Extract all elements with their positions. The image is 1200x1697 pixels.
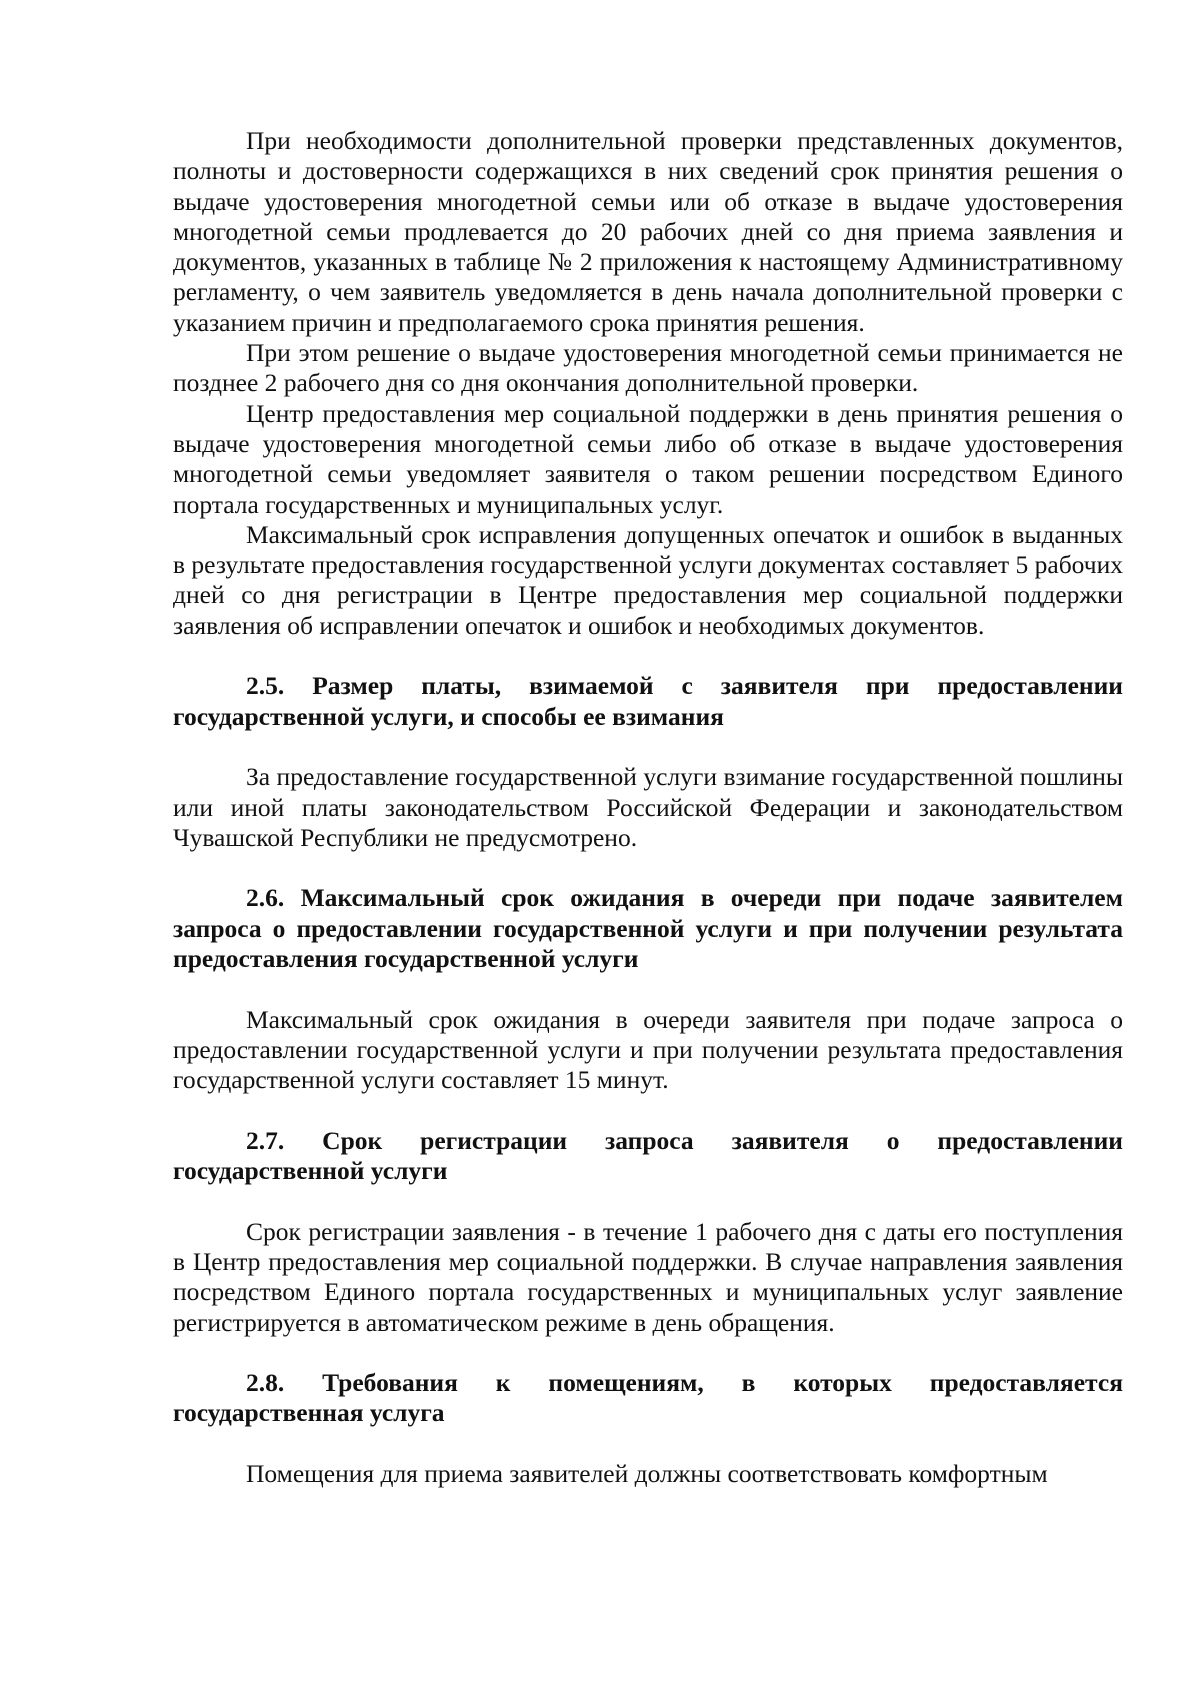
section-text-2-7: Срок регистрации заявления - в течение 1 рабочего дня с даты его поступления в Центр предоставления мер социальной поддержки. В случае направления заявления посредством Единого портала государственных и муниципальных услуг заявление регистрируется в автоматическом режиме в день обращения. [173, 1216, 1123, 1337]
spacer [173, 1186, 1123, 1216]
spacer [173, 1338, 1123, 1368]
section-heading-2-7: 2.7. Срок регистрации запроса заявителя о предоставлении государственной услуги [173, 1125, 1123, 1186]
section-text-2-6: Максимальный срок ожидания в очереди заявителя при подаче запроса о предоставлении государственной услуги и при получении результата предоставления государственной услуги составляет 15 минут. [173, 1004, 1123, 1095]
section-heading-2-6: 2.6. Максимальный срок ожидания в очереди при подаче заявителем запроса о предоставлении государственной услуги и при получении результата предоставления государственной услуги [173, 883, 1123, 974]
paragraph-additional-check: При необходимости дополнительной проверки представленных документов, полноты и достоверности содержащихся в них сведений срок принятия решения о выдаче удостоверения многодетной семьи или об отказе в выдаче удостоверения многодетной семьи продлевается до 20 рабочих дней со дня приема заявления и документов, указанных в таблице № 2 приложения к настоящему Административному регламенту, о чем заявитель уведомляется в день начала дополнительной проверки с указанием причин и предполагаемого срока принятия решения. [173, 126, 1123, 337]
paragraph-error-correction: Максимальный срок исправления допущенных опечаток и ошибок в выданных в результате предоставления государственной услуги документах составляет 5 рабочих дней со дня регистрации в Центре предоставления мер социальной поддержки заявления об исправлении опечаток и ошибок и необходимых документов. [173, 519, 1123, 640]
section-text-2-5: За предоставление государственной услуги взимание государственной пошлины или иной платы законодательством Российской Федерации и законодательством Чувашской Республики не предусмотрено. [173, 762, 1123, 852]
document-page [173, 126, 1123, 1489]
spacer [173, 1429, 1123, 1459]
section-text-2-8: Помещения для приема заявителей должны соответствовать комфортным [246, 1459, 1048, 1489]
paragraph-decision-deadline: При этом решение о выдаче удостоверения многодетной семьи принимается не позднее 2 рабочего дня со дня окончания дополнительной проверки. [173, 338, 1123, 398]
spacer [173, 641, 1123, 671]
section-heading-2-5: 2.5. Размер платы, взимаемой с заявителя при предоставлении государственной услуги, и способы ее взимания [173, 671, 1123, 731]
spacer [173, 732, 1123, 762]
spacer [173, 974, 1123, 1004]
section-heading-2-8: 2.8. Требования к помещениям, в которых предоставляется государственная услуга [173, 1368, 1123, 1428]
spacer [173, 853, 1123, 883]
spacer [173, 1096, 1123, 1126]
paragraph-notification: Центр предоставления мер социальной поддержки в день принятия решения о выдаче удостоверения многодетной семьи либо об отказе в выдаче удостоверения многодетной семьи уведомляет заявителя о таком решении посредством Единого портала государственных и муниципальных услуг. [173, 398, 1123, 519]
